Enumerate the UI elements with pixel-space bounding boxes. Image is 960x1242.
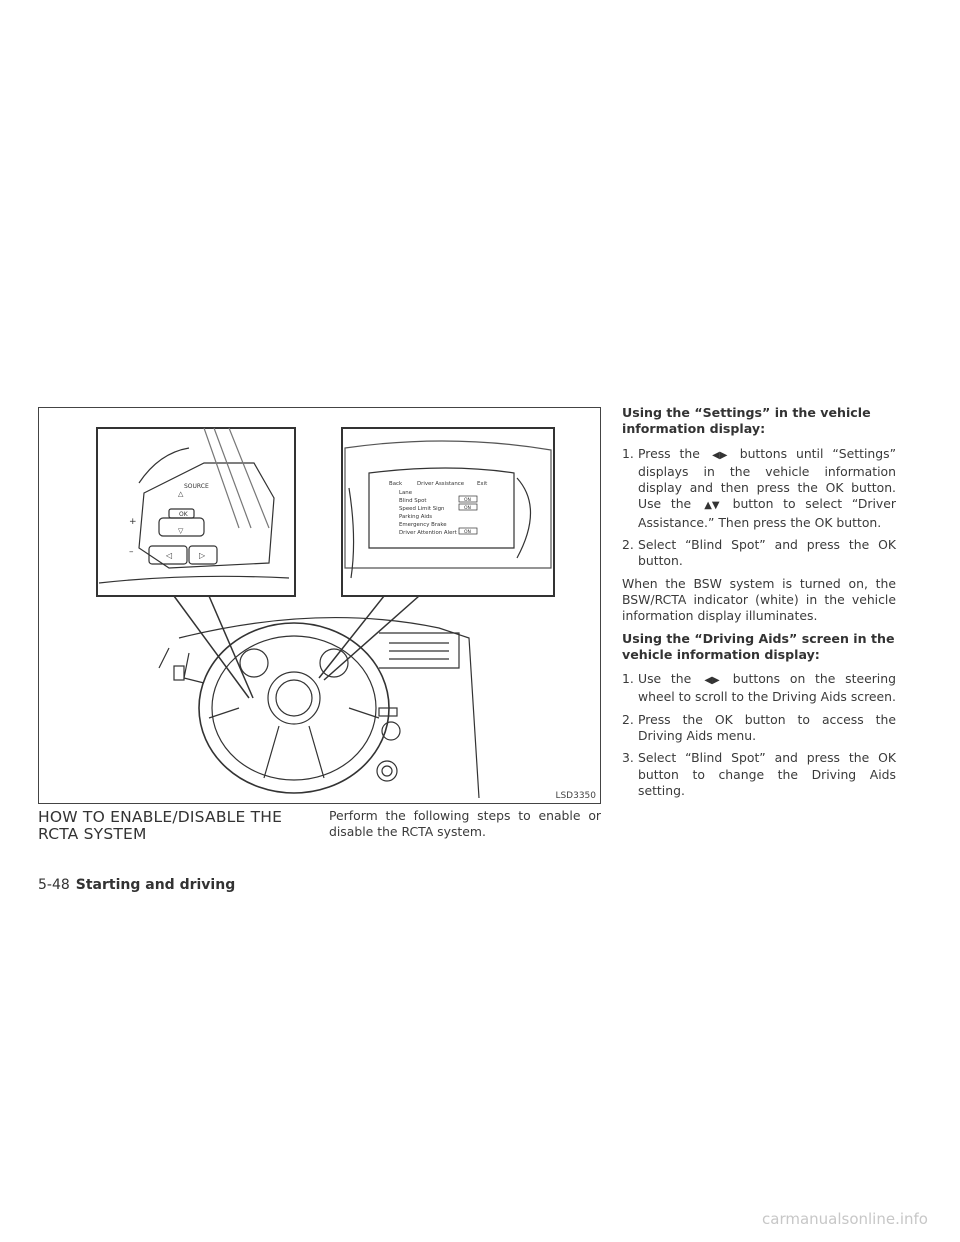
section-heading: HOW TO ENABLE/DISABLE THE RCTA SYSTEM xyxy=(38,808,283,843)
svg-text:△: △ xyxy=(178,490,184,498)
display-on-badge: ON xyxy=(464,498,471,503)
svg-text:▷: ▷ xyxy=(199,551,206,560)
ok-label: OK xyxy=(179,511,188,518)
display-menu-item: Blind Spot xyxy=(399,498,427,504)
bsw-note: When the BSW system is turned on, the BSW/RCTA indicator (white) in the vehicle information display illuminates. xyxy=(622,575,896,624)
intro-paragraph: Perform the following steps to enable or disable the RCTA system. xyxy=(329,808,601,840)
left-right-arrows-icon: ◀▶ xyxy=(704,675,720,687)
display-menu-item: Lane xyxy=(399,490,413,496)
display-back: Back xyxy=(389,481,403,487)
svg-text:▽: ▽ xyxy=(178,527,184,535)
driving-aids-subheading: Using the “Driving Aids” screen in the vehicle information display: xyxy=(622,630,895,662)
source-label: SOURCE xyxy=(184,483,209,490)
driving-aids-step-2: 2. Press the OK button to access the Driving Aids menu. xyxy=(622,711,896,744)
plus-label: + xyxy=(129,517,137,527)
right-column xyxy=(622,405,896,805)
page-number: 5-48 xyxy=(38,877,70,893)
minus-label: – xyxy=(129,547,134,557)
display-title: Driver Assistance xyxy=(417,481,465,487)
settings-step-2: 2. Select “Blind Spot” and press the OK button. xyxy=(622,537,896,569)
display-menu-item: Driver Attention Alert xyxy=(399,530,457,536)
illustration-figure xyxy=(38,407,601,804)
display-menu-item: Emergency Brake xyxy=(399,522,447,528)
display-menu-item: Speed Limit Sign xyxy=(399,506,445,512)
svg-text:◁: ◁ xyxy=(166,551,173,560)
steering-wheel-illustration xyxy=(39,408,599,802)
settings-step-1: 1. Press the ◀▶ buttons until “Settings” displays in the vehicle information display and then press the OK button. Use the ▲▼ button to select “Driver Assistance.” Then press the OK button. xyxy=(622,445,896,530)
section-name: Starting and driving xyxy=(75,877,236,893)
display-on-badge: ON xyxy=(464,530,471,535)
page-footer xyxy=(38,877,235,893)
up-down-arrows-icon: ▲▼ xyxy=(704,500,720,512)
driving-aids-step-1: 1. Use the ◀▶ buttons on the steering wheel to scroll to the Driving Aids screen. xyxy=(622,671,896,705)
display-exit: Exit xyxy=(477,481,488,487)
settings-subheading: Using the “Settings” in the vehicle information display: xyxy=(622,405,871,437)
driving-aids-step-3: 3. Select “Blind Spot” and press the OK button to change the Driving Aids setting. xyxy=(622,750,896,798)
left-right-arrows-icon: ◀▶ xyxy=(712,449,728,461)
display-menu-item: Parking Aids xyxy=(399,514,433,520)
watermark: carmanualsonline.info xyxy=(762,1210,928,1228)
display-on-badge: ON xyxy=(464,506,471,511)
figure-code: LSD3350 xyxy=(555,791,596,801)
